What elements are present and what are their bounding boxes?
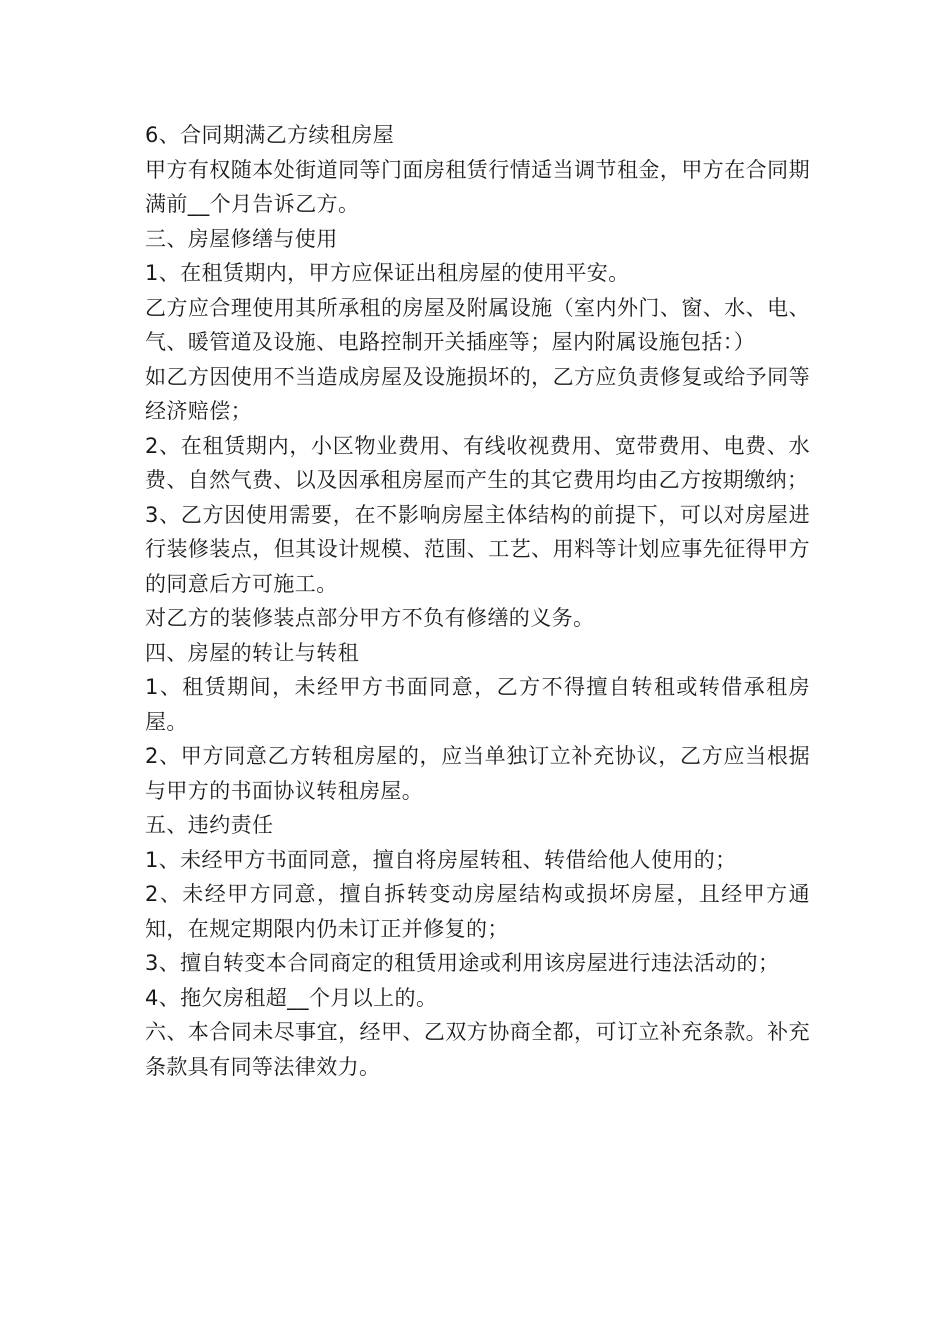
section-3-item-2: 2、在租赁期内，小区物业费用、有线收视费用、宽带费用、电费、水费、自然气费、以及因承租房屋而产生的其它费用均由乙方按期缴纳； <box>145 433 810 492</box>
section-5-item-3: 3、擅自转变本合同商定的租赁用途或利用该房屋进行违法活动的； <box>145 951 780 975</box>
section-5-heading: 五、违约责任 <box>145 813 274 837</box>
damage-compensation-paragraph: 如乙方因使用不当造成房屋及设施损坏的，乙方应负责修复或给予同等经济赔偿； <box>145 364 810 423</box>
renovation-maintenance-paragraph: 对乙方的装修装点部分甲方不负有修缮的义务。 <box>145 606 595 630</box>
section-6-paragraph: 六、本合同未尽事宜，经甲、乙双方协商全都，可订立补充条款。补充条款具有同等法律效力。 <box>145 1020 810 1079</box>
rent-adjustment-paragraph: 甲方有权随本处街道同等门面房租赁行情适当调节租金，甲方在合同期满前__个月告诉乙方。 <box>145 157 810 216</box>
section-4-item-1: 1、租赁期间，未经甲方书面同意，乙方不得擅自转租或转借承租房屋。 <box>145 675 810 734</box>
section-5-item-2: 2、未经甲方同意，擅自拆转变动房屋结构或损坏房屋，且经甲方通知，在规定期限内仍未订正并修复的； <box>145 882 810 941</box>
section-5-item-1: 1、未经甲方书面同意，擅自将房屋转租、转借给他人使用的； <box>145 847 737 872</box>
document-body <box>145 118 810 1084</box>
item-6-renewal-heading: 6、合同期满乙方续租房屋 <box>145 123 395 147</box>
section-3-item-3: 3、乙方因使用需要，在不影响房屋主体结构的前提下，可以对房屋进行装修装点，但其设计规模、范围、工艺、用料等计划应事先征得甲方的同意后方可施工。 <box>145 502 810 596</box>
section-4-heading: 四、房屋的转让与转租 <box>145 640 359 665</box>
facilities-use-paragraph: 乙方应合理使用其所承租的房屋及附属设施（室内外门、窗、水、电、气、暖管道及设施、电路控制开关插座等；屋内附属设施包括：） <box>145 295 810 354</box>
section-4-item-2: 2、甲方同意乙方转租房屋的，应当单独订立补充协议，乙方应当根据与甲方的书面协议转租房屋。 <box>145 744 810 803</box>
section-3-item-1: 1、在租赁期内，甲方应保证出租房屋的使用平安。 <box>145 261 630 285</box>
section-5-item-4: 4、拖欠房租超__个月以上的。 <box>145 985 438 1010</box>
section-3-heading: 三、房屋修缮与使用 <box>145 226 338 251</box>
